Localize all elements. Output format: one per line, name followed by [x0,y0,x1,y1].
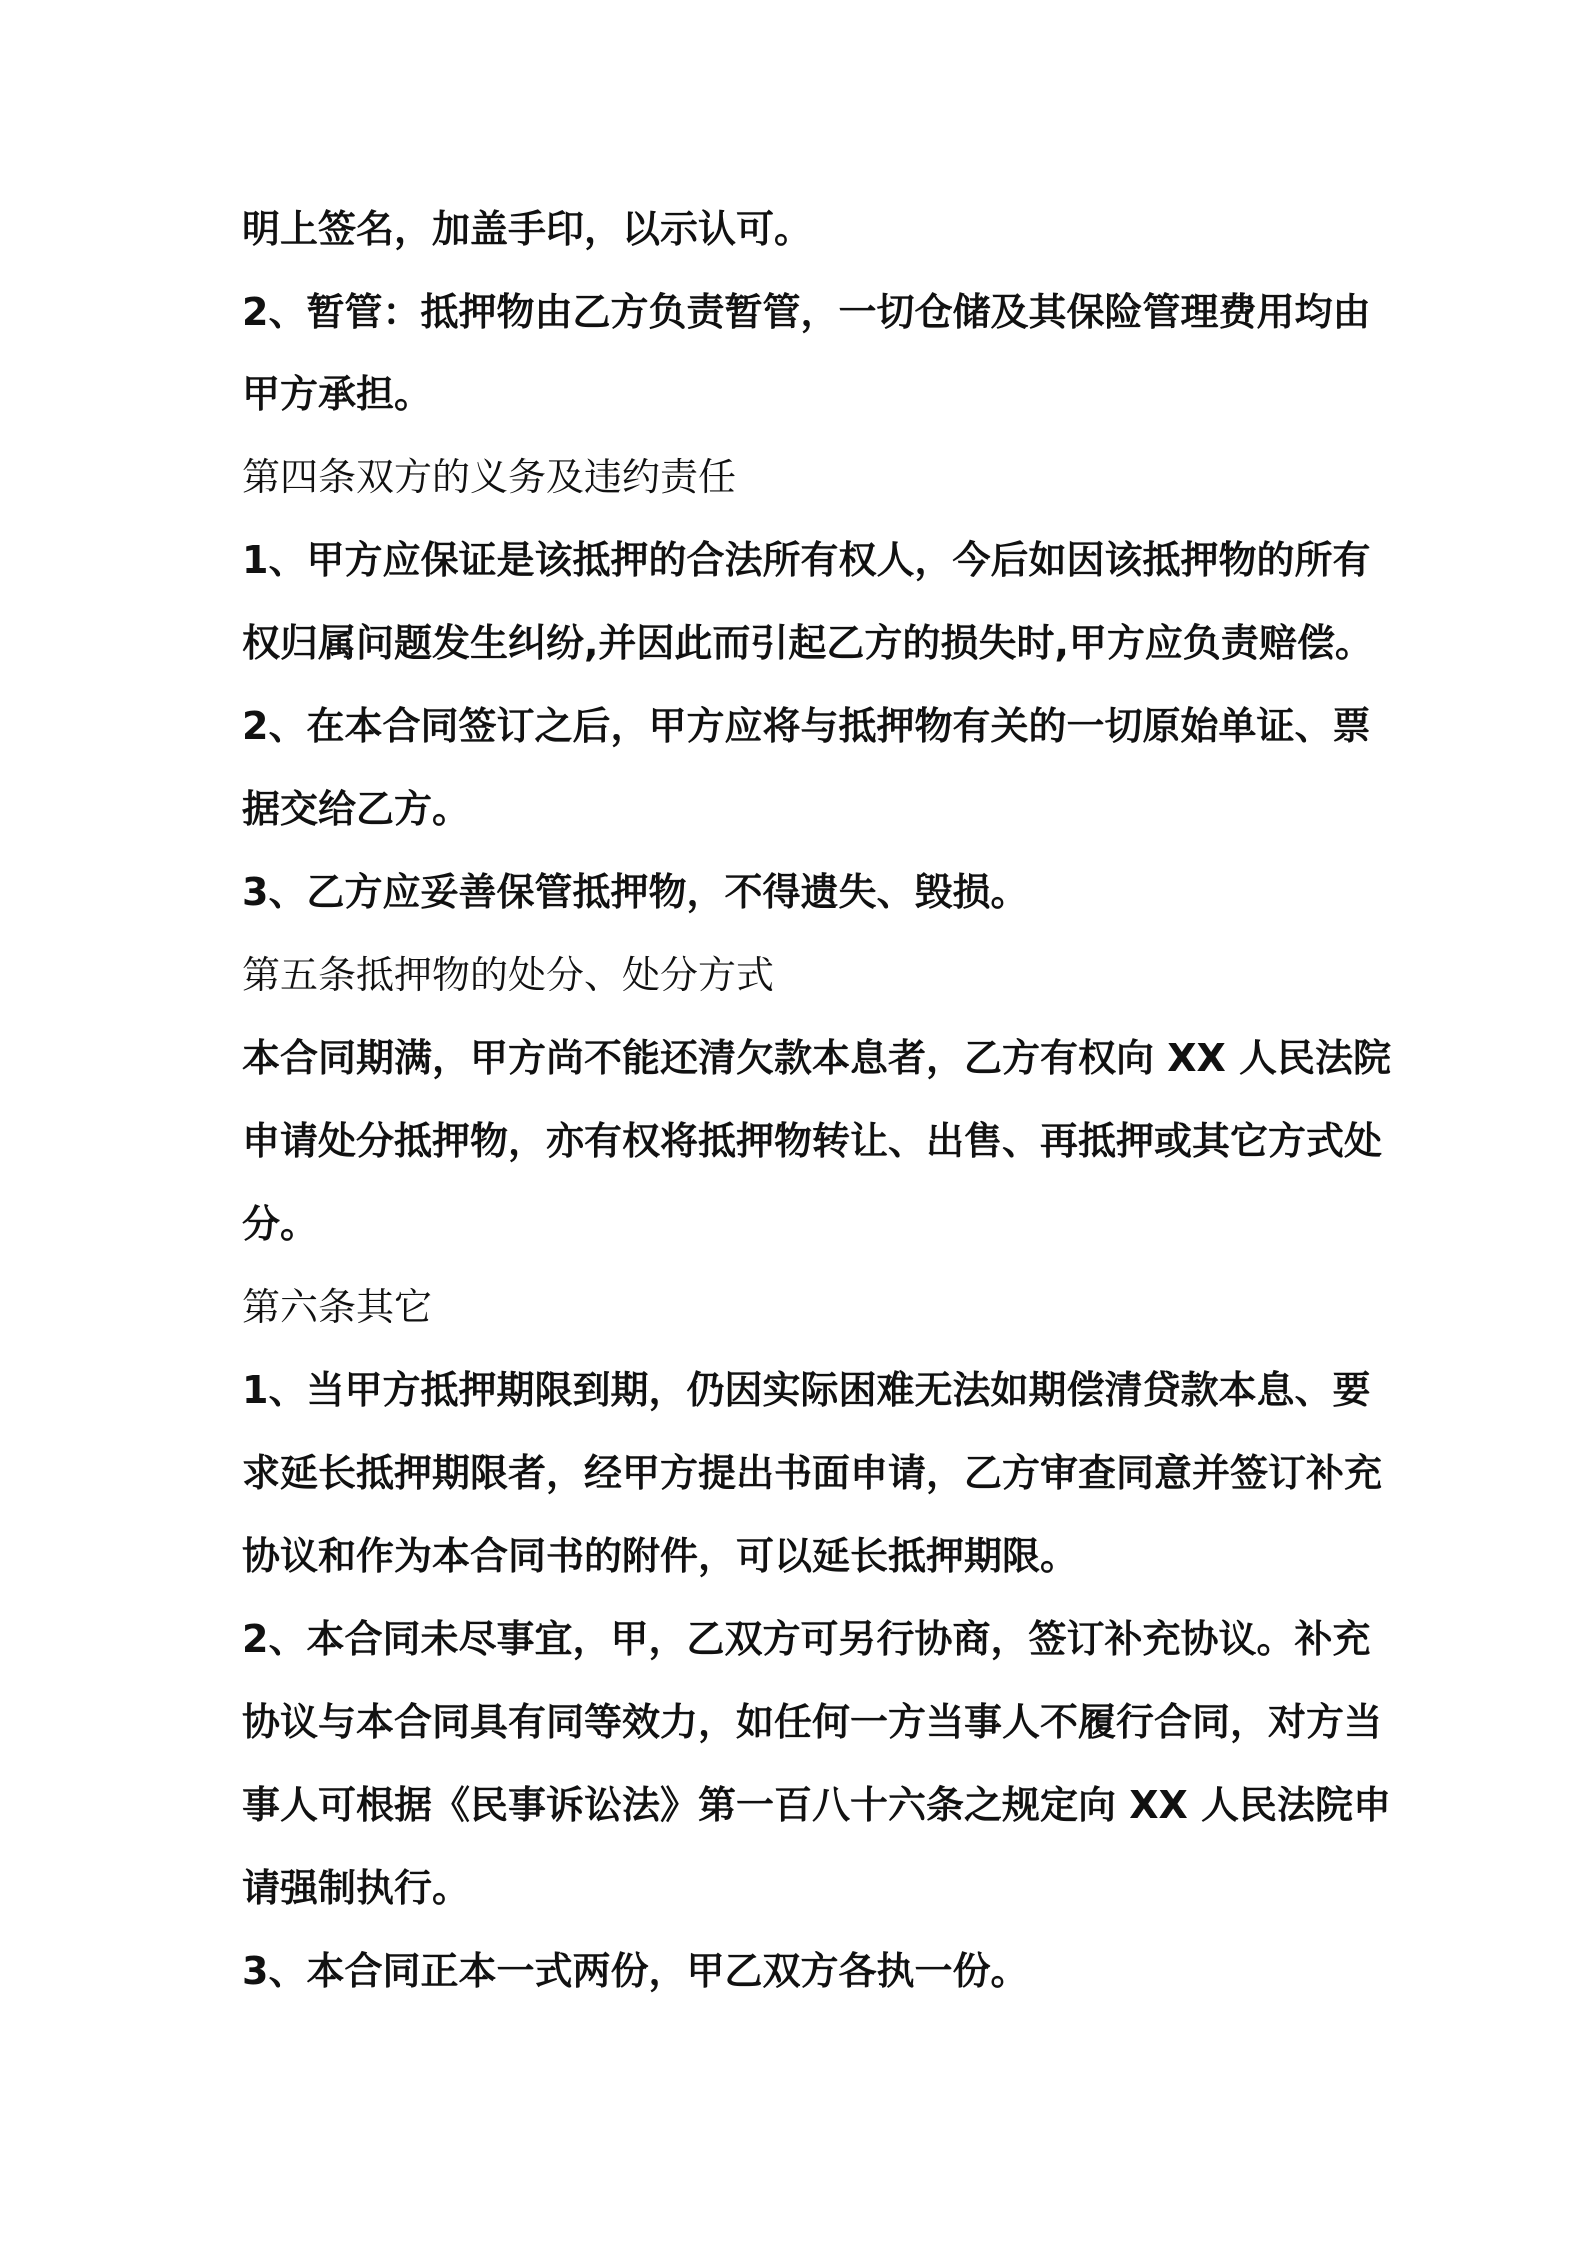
section-heading: 第四条双方的义务及违约责任 [242,455,737,499]
body-line: 分。 [242,1202,319,1246]
body-line: 2、在本合同签订之后，甲方应将与抵押物有关的一切原始单证、票 [242,704,1371,748]
section-heading: 第六条其它 [242,1285,433,1329]
body-line: 甲方承担。 [242,372,433,416]
body-line: 据交给乙方。 [242,787,471,831]
body-line: 3、乙方应妥善保管抵押物，不得遗失、毁损。 [242,870,1029,914]
body-line: 1、当甲方抵押期限到期，仍因实际困难无法如期偿清贷款本息、要 [242,1368,1371,1412]
body-line: 协议和作为本合同书的附件，可以延长抵押期限。 [242,1534,1079,1578]
body-line: 权归属问题发生纠纷,并因此而引起乙方的损失时,甲方应负责赔偿。 [242,621,1373,665]
body-line: 3、本合同正本一式两份，甲乙双方各执一份。 [242,1949,1029,1993]
section-heading: 第五条抵押物的处分、处分方式 [242,953,775,997]
body-line: 明上签名，加盖手印，以示认可。 [242,207,813,251]
body-line: 申请处分抵押物，亦有权将抵押物转让、出售、再抵押或其它方式处 [242,1119,1383,1163]
body-line: 本合同期满，甲方尚不能还清欠款本息者，乙方有权向 XX 人民法院 [242,1036,1392,1080]
body-line: 事人可根据《民事诉讼法》第一百八十六条之规定向 XX 人民法院申 [242,1783,1392,1827]
body-line: 2、本合同未尽事宜，甲，乙双方可另行协商，签订补充协议。补充 [242,1617,1371,1661]
body-line: 协议与本合同具有同等效力，如任何一方当事人不履行合同，对方当 [242,1700,1383,1744]
body-line: 2、暂管：抵押物由乙方负责暂管，一切仓储及其保险管理费用均由 [242,290,1371,334]
body-line: 请强制执行。 [242,1866,471,1910]
body-line: 求延长抵押期限者，经甲方提出书面申请，乙方审查同意并签订补充 [242,1451,1383,1495]
body-line: 1、甲方应保证是该抵押的合法所有权人，今后如因该抵押物的所有 [242,538,1371,582]
